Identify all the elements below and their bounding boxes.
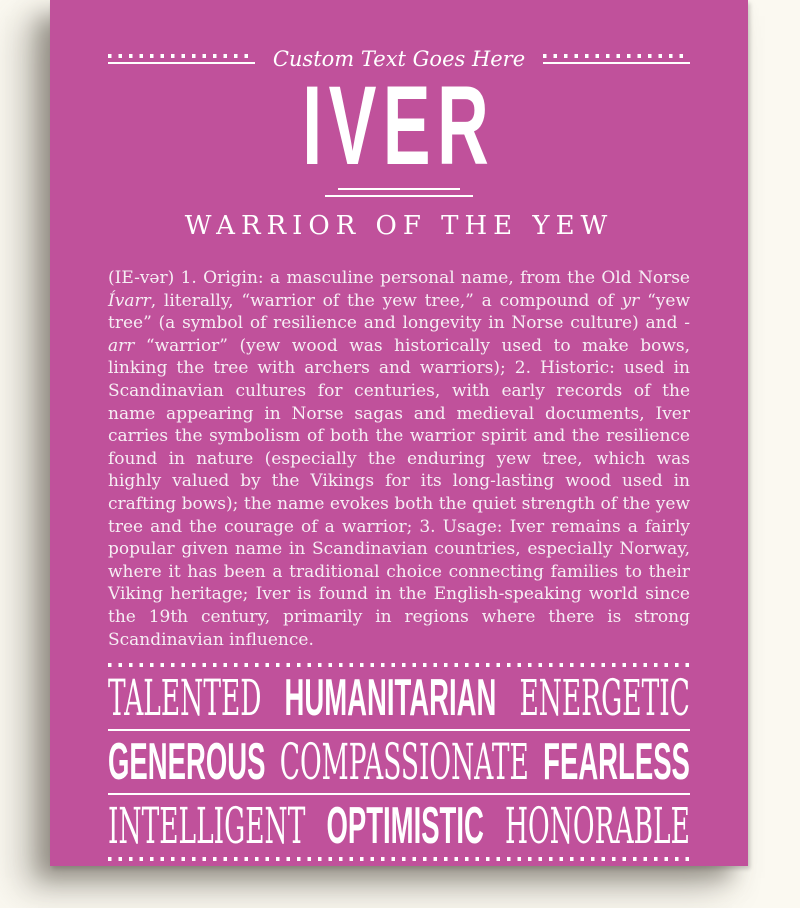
divider-line-short bbox=[338, 188, 460, 190]
name-art-poster bbox=[50, 0, 748, 866]
definition-segment: yr bbox=[621, 290, 640, 311]
trait-row bbox=[108, 669, 690, 728]
trait-divider bbox=[108, 793, 690, 795]
trait-row-inner bbox=[108, 669, 690, 728]
dots-row bbox=[108, 54, 255, 58]
trait-word: TALENTED bbox=[108, 669, 262, 728]
divider-line-long bbox=[325, 195, 473, 197]
trait-row-inner bbox=[108, 733, 690, 792]
dots-row bbox=[543, 54, 690, 58]
name-row bbox=[108, 63, 690, 188]
dotted-divider-top bbox=[108, 663, 690, 667]
definition-segment: -arr bbox=[108, 313, 690, 356]
name-title: IVER bbox=[302, 63, 496, 188]
traits-section bbox=[108, 663, 690, 861]
trait-word: GENEROUS bbox=[108, 733, 266, 792]
trait-word: OPTIMISTIC bbox=[326, 797, 484, 856]
dotted-divider-bottom bbox=[108, 857, 690, 861]
underline-rule bbox=[543, 62, 690, 64]
trait-word: HONORABLE bbox=[504, 797, 690, 856]
trait-word: FEARLESS bbox=[543, 733, 690, 792]
definition-segment: Ívarr bbox=[108, 290, 151, 311]
trait-rows bbox=[108, 669, 690, 856]
trait-word: INTELLIGENT bbox=[108, 797, 306, 856]
header-ornament bbox=[108, 0, 690, 72]
name-divider bbox=[108, 188, 690, 197]
definition-segment: “yew tree” (a symbol of resilience and longevity in Norse culture) and bbox=[108, 290, 691, 334]
right-dotted-line bbox=[543, 54, 690, 64]
definition-segment: “warrior” (yew wood was historically used to make bows, linking the tree with archers and warriors); 2. Historic: used in Scandinavian cultures for centuries, with early records of the name appearing in Norse sagas and medieval documents, Iver carries the symbolism of both the warrior spirit and the resilience found in nature (especially the enduring yew tree, which was highly valued by the Vikings for its long-lasting wood used in crafting bows); the name evokes both the quiet strength of the yew tree and the courage of a warrior; 3. Usage: Iver remains a fairly popular given name in Scandinavian countries, especially Norway, where it has been a traditional choice connecting families to their Viking heritage; Iver is found in the English-speaking world since the 19th century, primarily in regions where there is strong Scandinavian influence. bbox=[108, 335, 690, 650]
trait-row bbox=[108, 733, 690, 792]
trait-divider bbox=[108, 729, 690, 731]
definition-segment: , literally, “warrior of the yew tree,” a compound of bbox=[150, 290, 622, 311]
trait-row-inner bbox=[108, 797, 690, 856]
trait-word: COMPASSIONATE bbox=[279, 733, 529, 792]
trait-word: HUMANITARIAN bbox=[284, 669, 497, 728]
left-dotted-line bbox=[108, 54, 255, 64]
custom-text: Custom Text Goes Here bbox=[272, 47, 526, 71]
poster-content bbox=[50, 0, 748, 861]
definition-segment: (IE-vər) 1. Origin: a masculine personal name, from the Old Norse bbox=[108, 268, 690, 288]
trait-row bbox=[108, 797, 690, 856]
trait-word: ENERGETIC bbox=[519, 669, 690, 728]
name-meaning: WARRIOR OF THE YEW bbox=[184, 211, 614, 241]
underline-rule bbox=[108, 62, 255, 64]
definition-text bbox=[108, 267, 690, 651]
